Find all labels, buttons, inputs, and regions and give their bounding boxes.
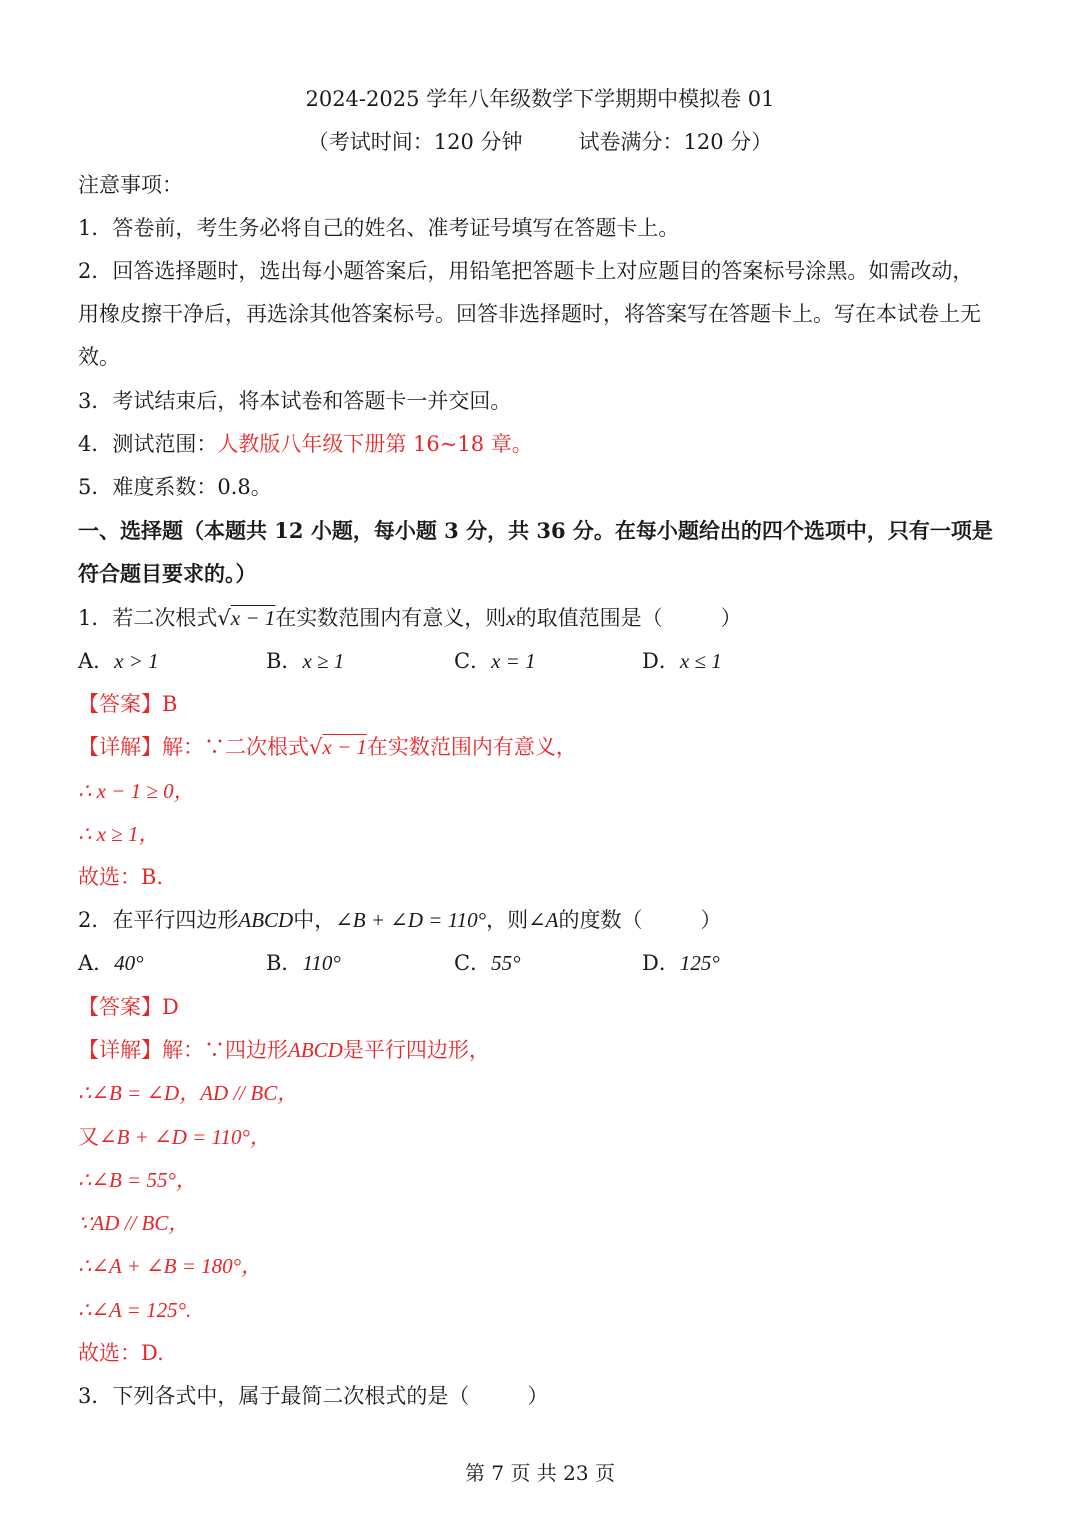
option-value: x ≤ 1 bbox=[679, 649, 722, 673]
q2-stem-text: 中， bbox=[293, 908, 336, 932]
option-label: A． bbox=[78, 951, 115, 975]
q2-conclusion: 故选：D. bbox=[78, 1341, 164, 1365]
q1-stem-text: 1．若二次根式 bbox=[78, 606, 218, 630]
q2-answer: 【答案】D bbox=[78, 995, 179, 1019]
note-1: 1．答卷前，考生务必将自己的姓名、准考证号填写在答题卡上。 bbox=[78, 216, 680, 240]
question-1-stem bbox=[78, 603, 1008, 633]
option-value: 40° bbox=[114, 951, 144, 975]
option-label: D． bbox=[642, 649, 680, 673]
option-label: D． bbox=[642, 951, 680, 975]
q2-step-5: ∴∠A + ∠B = 180°， bbox=[78, 1254, 263, 1278]
sqrt-symbol: √ bbox=[309, 735, 323, 759]
q2-option-d[interactable] bbox=[642, 948, 720, 978]
option-value: x ≥ 1 bbox=[302, 649, 345, 673]
option-label: A． bbox=[78, 649, 115, 673]
note-3: 3．考试结束后，将本试卷和答题卡一并交回。 bbox=[78, 389, 512, 413]
option-label: C． bbox=[454, 649, 492, 673]
q2-step-prefix: 又 bbox=[78, 1125, 99, 1149]
q2-stem-text: 2．在平行四边形 bbox=[78, 908, 239, 932]
q2-step-expr: ∠B + ∠D = 110°， bbox=[99, 1125, 271, 1149]
option-value: 125° bbox=[679, 951, 720, 975]
q1-step-2: ∴ x ≥ 1， bbox=[78, 822, 160, 846]
q2-shape-name: ABCD bbox=[238, 908, 294, 932]
note-2-line-2: 用橡皮擦干净后，再选涂其他答案标号。回答非选择题时，将答案写在答题卡上。写在本试卷上无 bbox=[78, 302, 981, 326]
q2-detail-text: 是平行四边形， bbox=[342, 1038, 490, 1062]
q2-option-b[interactable] bbox=[266, 948, 341, 978]
note-2-line-1: 2．回答选择题时，选出每小题答案后，用铅笔把答题卡上对应题目的答案标号涂黑。如需改动， bbox=[78, 259, 974, 283]
q1-stem-text: 在实数范围内有意义，则 bbox=[275, 606, 507, 630]
exam-subtitle bbox=[0, 127, 1080, 157]
note-4-prefix: 4．测试范围： bbox=[78, 432, 218, 456]
q1-step-1: ∴ x − 1 ≥ 0， bbox=[78, 779, 195, 803]
q2-step-2 bbox=[78, 1122, 1008, 1152]
question-2-options bbox=[78, 948, 1008, 978]
q2-detail-shape: ABCD bbox=[288, 1038, 343, 1062]
note-4 bbox=[78, 429, 1008, 459]
q1-option-b[interactable] bbox=[266, 646, 344, 676]
question-3-stem bbox=[78, 1381, 1008, 1411]
option-label: B． bbox=[266, 649, 303, 673]
question-2-stem bbox=[78, 905, 1008, 935]
sqrt-symbol: √ bbox=[217, 606, 231, 630]
q1-stem-text: ） bbox=[720, 606, 742, 630]
exam-score: 试卷满分：120 分） bbox=[578, 130, 773, 154]
q1-detail-radicand: x − 1 bbox=[322, 735, 367, 759]
q1-detail-text: 【详解】解：∵二次根式 bbox=[78, 735, 309, 759]
option-label: C． bbox=[454, 951, 492, 975]
page-number: 第 7 页 共 23 页 bbox=[465, 1461, 615, 1485]
option-value: 55° bbox=[491, 951, 521, 975]
notes-heading: 注意事项： bbox=[78, 173, 183, 197]
q1-conclusion: 故选：B. bbox=[78, 865, 164, 889]
q1-option-c[interactable] bbox=[454, 646, 536, 676]
q3-stem-text: 3．下列各式中，属于最简二次根式的是（ bbox=[78, 1384, 470, 1408]
q1-option-d[interactable] bbox=[642, 646, 722, 676]
q2-detail bbox=[78, 1035, 1008, 1065]
q3-stem-text: ） bbox=[527, 1384, 549, 1408]
q2-stem-text: 的度数（ bbox=[558, 908, 643, 932]
note-5: 5．难度系数：0.8。 bbox=[78, 475, 272, 499]
q1-answer: 【答案】B bbox=[78, 692, 178, 716]
option-value: x > 1 bbox=[114, 649, 159, 673]
q2-step-4: ∵AD // BC， bbox=[78, 1211, 190, 1235]
note-2-line-3: 效。 bbox=[78, 345, 120, 369]
test-scope: 人教版八年级下册第 16~18 章。 bbox=[217, 432, 533, 456]
section-heading-line-2: 符合题目要求的。） bbox=[78, 561, 257, 586]
q2-condition: ∠B + ∠D = 110° bbox=[335, 908, 487, 932]
q1-detail bbox=[78, 732, 1008, 762]
option-label: B． bbox=[266, 951, 303, 975]
q2-option-a[interactable] bbox=[78, 948, 144, 978]
q2-step-3: ∴∠B = 55°， bbox=[78, 1168, 197, 1192]
q2-detail-text: 【详解】解：∵四边形 bbox=[78, 1038, 288, 1062]
q2-option-c[interactable] bbox=[454, 948, 520, 978]
q2-angle: ∠A bbox=[528, 908, 559, 932]
page-title: 2024-2025 学年八年级数学下学期期中模拟卷 01 bbox=[305, 87, 775, 111]
q2-stem-text: ） bbox=[700, 908, 722, 932]
q2-stem-text: ，则 bbox=[486, 908, 529, 932]
q1-stem-text: 的取值范围是（ bbox=[515, 606, 663, 630]
q1-detail-text: 在实数范围内有意义， bbox=[366, 735, 577, 759]
exam-time: （考试时间：120 分钟 bbox=[307, 130, 523, 154]
q2-step-6: ∴∠A = 125°. bbox=[78, 1298, 192, 1322]
section-heading-line-1: 一、选择题（本题共 12 小题，每小题 3 分，共 36 分。在每小题给出的四个选项中，只有一项是 bbox=[78, 518, 993, 543]
q2-step-1: ∴∠B = ∠D，AD // BC， bbox=[78, 1081, 299, 1105]
q1-variable: x bbox=[506, 606, 516, 630]
q1-option-a[interactable] bbox=[78, 646, 159, 676]
option-value: 110° bbox=[302, 951, 341, 975]
q1-radicand: x − 1 bbox=[230, 606, 276, 630]
option-value: x = 1 bbox=[491, 649, 536, 673]
question-1-options bbox=[78, 646, 1008, 676]
